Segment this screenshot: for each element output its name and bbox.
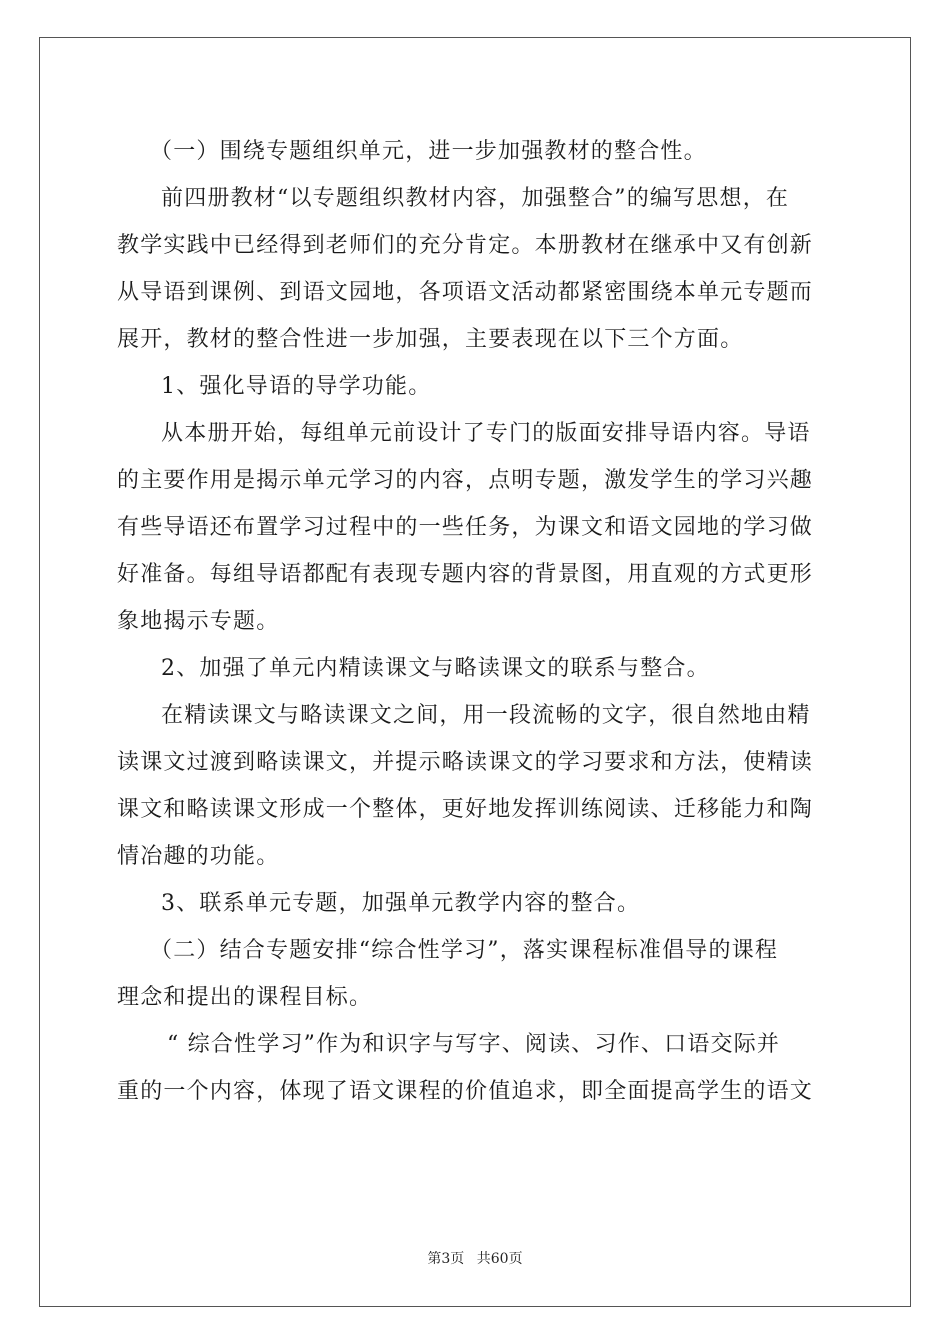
paragraph-line: 从本册开始，每组单元前设计了专门的版面安排导语内容。导语: [161, 421, 811, 446]
paragraph-line: 象地揭示专题。: [117, 609, 280, 634]
paragraph-line: 重的一个内容，体现了语文课程的价值追求，即全面提高学生的语文: [117, 1079, 814, 1104]
document-body: [117, 128, 833, 1115]
current-page-number: 第3页: [427, 1251, 465, 1267]
section-heading-2: （二）结合专题安排“综合性学习”，落实课程标准倡导的课程: [150, 938, 779, 963]
paragraph-line: 理念和提出的课程目标。: [117, 985, 373, 1010]
paragraph-line: “ 综合性学习”作为和识字与写字、阅读、习作、口语交际并: [167, 1032, 781, 1057]
paragraph-line: 在精读课文与略读课文之间，用一段流畅的文字，很自然地由精: [161, 703, 811, 728]
paragraph-line: 展开，教材的整合性进一步加强，主要表现在以下三个方面。: [117, 327, 744, 352]
paragraph-line: 好准备。每组导语都配有表现专题内容的背景图，用直观的方式更形: [117, 562, 814, 587]
total-page-count: 共60页: [476, 1251, 523, 1267]
subheading-3: 3、联系单元专题，加强单元教学内容的整合。: [161, 891, 641, 916]
paragraph-line: 读课文过渡到略读课文，并提示略读课文的学习要求和方法，使精读: [117, 750, 814, 775]
paragraph-line: 有些导语还布置学习过程中的一些任务，为课文和语文园地的学习做: [117, 515, 814, 540]
section-heading-1: （一）围绕专题组织单元，进一步加强教材的整合性。: [150, 139, 707, 164]
paragraph-line: 课文和略读课文形成一个整体，更好地发挥训练阅读、迁移能力和陶: [117, 797, 814, 822]
subheading-2: 2、加强了单元内精读课文与略读课文的联系与整合。: [161, 656, 710, 681]
paragraph-line: 从导语到课例、到语文园地，各项语文活动都紧密围绕本单元专题而: [117, 280, 814, 305]
paragraph-line: 情冶趣的功能。: [117, 844, 280, 869]
paragraph-line: 前四册教材“以专题组织教材内容，加强整合”的编写思想，在: [161, 186, 790, 211]
paragraph-line: 教学实践中已经得到老师们的充分肯定。本册教材在继承中又有创新: [117, 233, 814, 258]
paragraph-line: 的主要作用是揭示单元学习的内容，点明专题，激发学生的学习兴趣: [117, 468, 814, 493]
page-footer: [0, 1248, 950, 1268]
subheading-1: 1、强化导语的导学功能。: [161, 374, 432, 399]
